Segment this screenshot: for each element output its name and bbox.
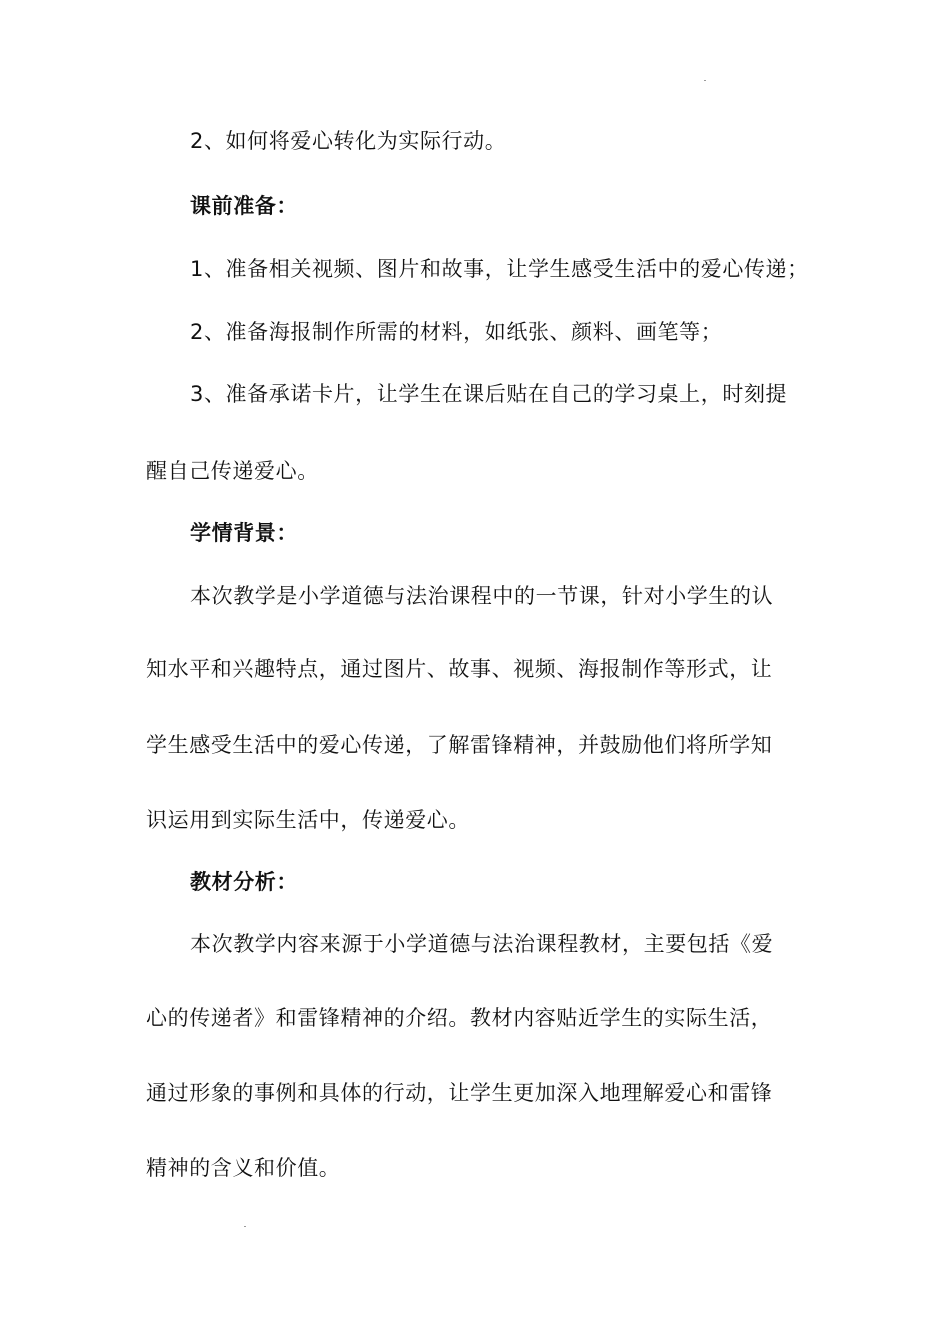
background-paragraph-line-2: 知水平和兴趣特点，通过图片、故事、视频、海报制作等形式，让	[146, 657, 773, 681]
scan-mark-bottom	[244, 1226, 246, 1227]
analysis-paragraph-line-2: 心的传递者》和雷锋精神的介绍。教材内容贴近学生的实际生活，	[146, 1006, 773, 1030]
heading-learning-background: 学情背景：	[190, 521, 298, 545]
analysis-paragraph-line-1: 本次教学内容来源于小学道德与法治课程教材，主要包括《爱	[190, 932, 774, 956]
analysis-paragraph-line-4: 精神的含义和价值。	[146, 1156, 341, 1180]
heading-textbook-analysis: 教材分析：	[190, 870, 298, 894]
scan-mark-top	[704, 80, 706, 81]
prep-item-2: 2、准备海报制作所需的材料，如纸张、颜料、画笔等；	[190, 320, 723, 344]
background-paragraph-line-1: 本次教学是小学道德与法治课程中的一节课，针对小学生的认	[190, 584, 774, 608]
prep-item-3-line-1: 3、准备承诺卡片，让学生在课后贴在自己的学习桌上，时刻提	[190, 382, 788, 406]
heading-preparation: 课前准备：	[190, 194, 298, 218]
background-paragraph-line-3: 学生感受生活中的爱心传递，了解雷锋精神，并鼓励他们将所学知	[146, 733, 773, 757]
background-paragraph-line-4: 识运用到实际生活中，传递爱心。	[146, 808, 470, 832]
prep-item-1: 1、准备相关视频、图片和故事，让学生感受生活中的爱心传递；	[190, 257, 809, 281]
list-item-2-action: 2、如何将爱心转化为实际行动。	[190, 129, 507, 153]
prep-item-3-line-2: 醒自己传递爱心。	[146, 459, 319, 483]
analysis-paragraph-line-3: 通过形象的事例和具体的行动，让学生更加深入地理解爱心和雷锋	[146, 1081, 773, 1105]
